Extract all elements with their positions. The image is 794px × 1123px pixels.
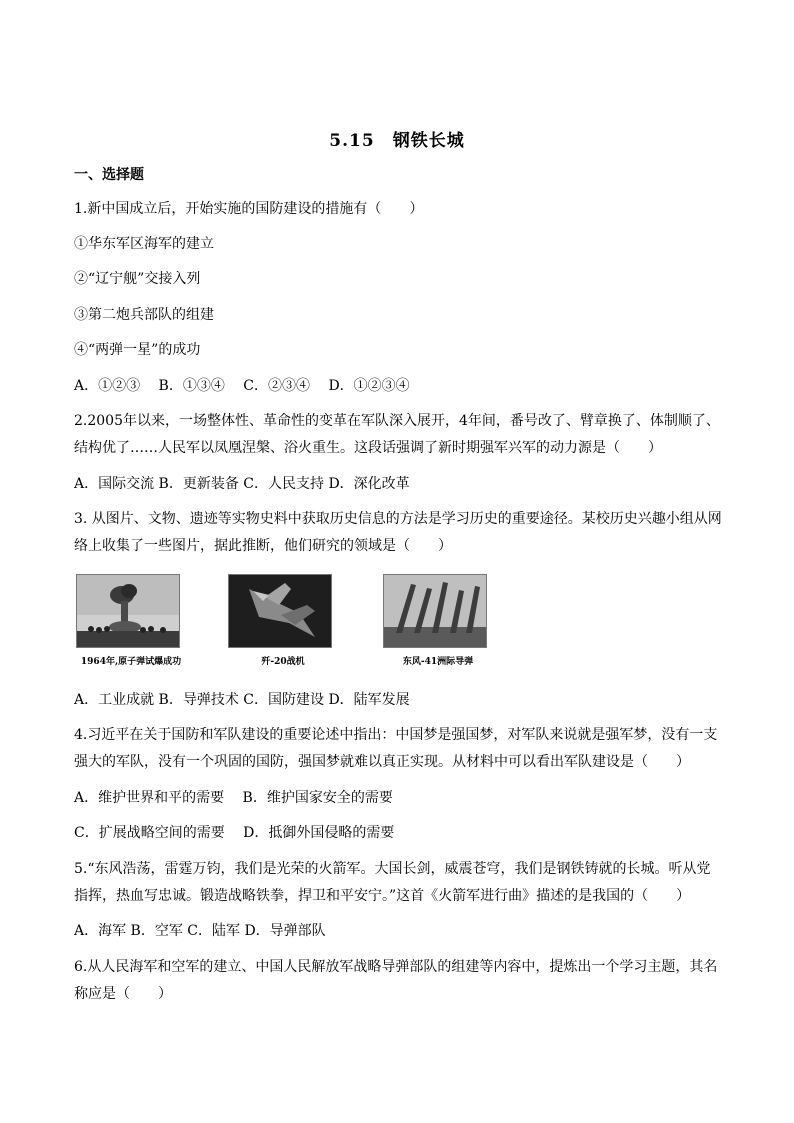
figure-j20-fighter	[228, 574, 338, 667]
question-2-options: A．国际交流 B．更新装备 C．人民支持 D．深化改革	[74, 476, 410, 492]
atomic-bomb-photo	[76, 574, 180, 648]
figure-caption: 东风-41洲际导弹	[402, 657, 474, 667]
question-1-item: ④“两弹一星”的成功	[74, 342, 201, 358]
figure-caption: 1964年,原子弹试爆成功	[80, 657, 182, 667]
question-4-options: C．扩展战略空间的需要 D．抵御外国侵略的需要	[74, 825, 395, 841]
question-1-item: ①华东军区海军的建立	[74, 236, 214, 252]
question-4-options: A．维护世界和平的需要 B．维护国家安全的需要	[74, 790, 393, 806]
question-3-options: A．工业成就 B．导弹技术 C．国防建设 D．陆军发展	[74, 692, 410, 708]
j20-fighter-photo	[228, 574, 332, 648]
section-heading: 一、选择题	[74, 167, 144, 183]
question-1-item: ③第二炮兵部队的组建	[74, 307, 214, 323]
question-5-stem: 指挥，热血写忠诚。锻造战略铁拳，捍卫和平安宁。”这首《火箭军进行曲》描述的是我国的（ ）	[74, 888, 691, 904]
figure-atomic-bomb	[76, 574, 186, 667]
page-title: 5.15 钢铁长城	[329, 131, 465, 151]
figure-caption: 歼-20战机	[261, 657, 305, 667]
question-4-stem: 4.习近平在关于国防和军队建设的重要论述中指出：中国梦是强国梦，对军队来说就是强军梦，没有一支	[74, 727, 718, 743]
question-5-options: A．海军 B．空军 C．陆军 D．导弹部队	[74, 923, 326, 939]
question-6-stem: 6.从人民海军和空军的建立、中国人民解放军战略导弹部队的组建等内容中，提炼出一个学习主题，其名	[74, 959, 718, 975]
question-3-stem: 3. 从图片、文物、遗迹等实物史料中获取历史信息的方法是学习历史的重要途径。某校历史兴趣小组从网	[74, 511, 722, 527]
question-4-stem: 强大的军队，没有一个巩固的国防，强国梦就难以真正实现。从材料中可以看出军队建设是（ ）	[74, 754, 690, 770]
question-3-stem: 络上收集了一些图片，据此推断，他们研究的领域是（ ）	[74, 538, 452, 554]
df41-missile-photo	[383, 574, 487, 648]
question-5-stem: 5.“东风浩荡，雷霆万钧，我们是光荣的火箭军。大国长剑，威震苍穹，我们是钢铁铸就的长城。听从党	[74, 861, 711, 877]
figure-df41-missile	[383, 574, 493, 667]
question-2-stem: 结构优了……人民军以凤凰涅槃、浴火重生。这段话强调了新时期强军兴军的动力源是（ ）	[74, 440, 662, 456]
question-1-item: ②“辽宁舰”交接入列	[74, 271, 201, 287]
question-6-stem: 称应是（ ）	[74, 986, 172, 1002]
question-1-stem: 1.新中国成立后，开始实施的国防建设的措施有（ ）	[74, 201, 424, 217]
question-1-options: A．①②③ B．①③④ C．②③④ D．①②③④	[74, 378, 410, 394]
question-2-stem: 2.2005年以来，一场整体性、革命性的变革在军队深入展开，4年间，番号改了、臂章换了、体制顺了、	[74, 413, 720, 429]
